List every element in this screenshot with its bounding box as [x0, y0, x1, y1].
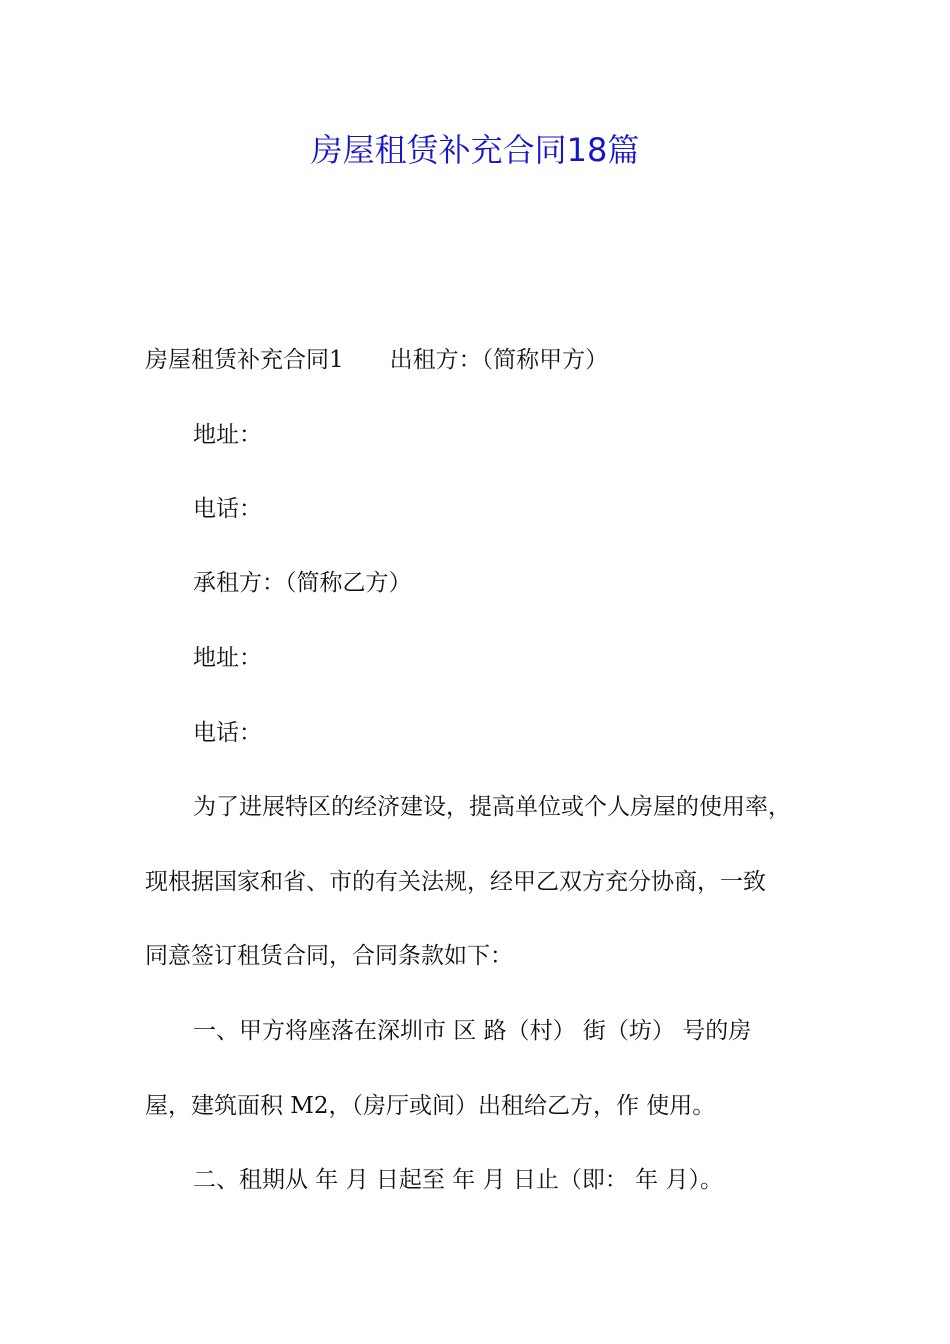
paragraph-line-5: 地址：	[193, 645, 262, 671]
paragraph-line-8: 现根据国家和省、市的有关法规，经甲乙双方充分协商，一致	[145, 869, 766, 895]
paragraph-line-11: 屋，建筑面积 M2，（房厅或间）出租给乙方，作 使用。	[145, 1093, 716, 1119]
paragraph-line-7: 为了进展特区的经济建设，提高单位或个人房屋的使用率，	[193, 794, 791, 820]
paragraph-line-2: 地址：	[193, 422, 262, 448]
document-title: 房屋租赁补充合同18篇	[310, 131, 640, 169]
paragraph-line-9: 同意签订租赁合同，合同条款如下：	[145, 943, 513, 969]
paragraph-line-3: 电话：	[193, 496, 262, 522]
paragraph-line-12: 二、租期从 年 月 日起至 年 月 日止（即： 年 月）。	[193, 1167, 723, 1193]
paragraph-line-1: 房屋租赁补充合同1 出租方：（简称甲方）	[145, 347, 609, 373]
paragraph-line-4: 承租方：（简称乙方）	[193, 570, 412, 596]
paragraph-line-10: 一、甲方将座落在深圳市 区 路（村） 街（坊） 号的房	[193, 1018, 752, 1044]
paragraph-line-6: 电话：	[193, 720, 262, 746]
